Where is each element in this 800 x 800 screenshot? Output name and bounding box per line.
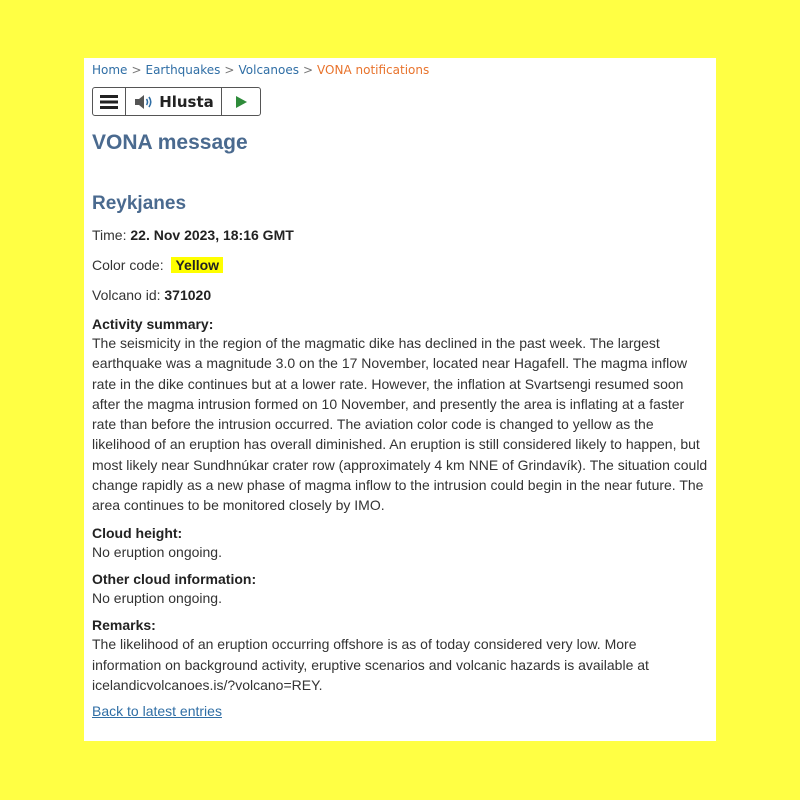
breadcrumb-home[interactable]: Home [92,63,128,77]
volcano-id-row [92,286,708,304]
cloud-height-label: Cloud height: [92,524,183,541]
volcano-id-label: Volcano id: [92,287,161,303]
play-button[interactable] [222,88,260,115]
activity-summary-section [92,315,708,516]
color-code-row [92,256,708,274]
breadcrumb-separator: > [224,63,235,77]
other-cloud-section [92,570,708,608]
remarks-label: Remarks: [92,617,156,634]
remarks-text: The likelihood of an eruption occurring offshore is as of today considered very low. More information on background activity, eruptive scenarios and volcanic hazards is available at icelandicvolcanoes.is/?volcano=REY. [92,636,649,693]
activity-summary-text: The seismicity in the region of the magmatic dike has declined in the past week. The largest earthquake was a magnitude 3.0 on the 17 November, located near Hagafell. The magma inflow rate in the dike continues but at a lower rate. However, the inflation at Svartsengi resumed soon after the magma intrusion formed on 10 November, and presently the area is inflating at a faster rate than before the intrusion occurred. The aviation color code is changed to yellow as the likelihood of an eruption has overall diminished. An eruption is still considered likely to happen, but most likely near Sundhnúkar crater row (approximately 4 km NNE of Grindavík). The situation could change rapidly as a new phase of magma inflow to the intrusion could begin in the near future. The area continues to be monitored closely by IMO. [92,335,708,514]
play-icon [234,95,248,109]
activity-summary-label: Activity summary: [92,316,214,332]
time-label: Time: [92,227,127,243]
cloud-height-text: No eruption ongoing. [92,543,222,560]
remarks-section [92,616,708,695]
breadcrumb [92,63,708,81]
breadcrumb-separator: > [302,63,314,77]
time-row [92,226,708,244]
other-cloud-label: Other cloud information: [92,570,257,587]
hamburger-icon [99,94,119,110]
page-title: VONA message [92,131,248,154]
listen-label: Hlusta [159,92,214,111]
breadcrumb-separator: > [131,63,142,77]
volcano-id-value: 371020 [164,287,212,303]
volcano-name: Reykjanes [92,193,187,214]
listen-button[interactable] [126,88,222,115]
back-to-latest-link[interactable]: Back to latest entries [92,703,222,720]
color-code-label: Color code: [92,257,164,273]
breadcrumb-earthquakes[interactable]: Earthquakes [145,63,221,77]
color-code-badge: Yellow [171,257,223,273]
breadcrumb-volcanoes[interactable]: Volcanoes [238,63,299,77]
readspeaker-player [92,87,261,116]
cloud-height-section [92,524,708,562]
content-panel [84,58,716,741]
time-value: 22. Nov 2023, 18:16 GMT [130,227,294,243]
breadcrumb-vona-notifications[interactable]: VONA notifications [317,63,430,77]
speaker-icon [133,93,155,111]
player-menu-button[interactable] [93,88,126,115]
other-cloud-text: No eruption ongoing. [92,589,222,606]
